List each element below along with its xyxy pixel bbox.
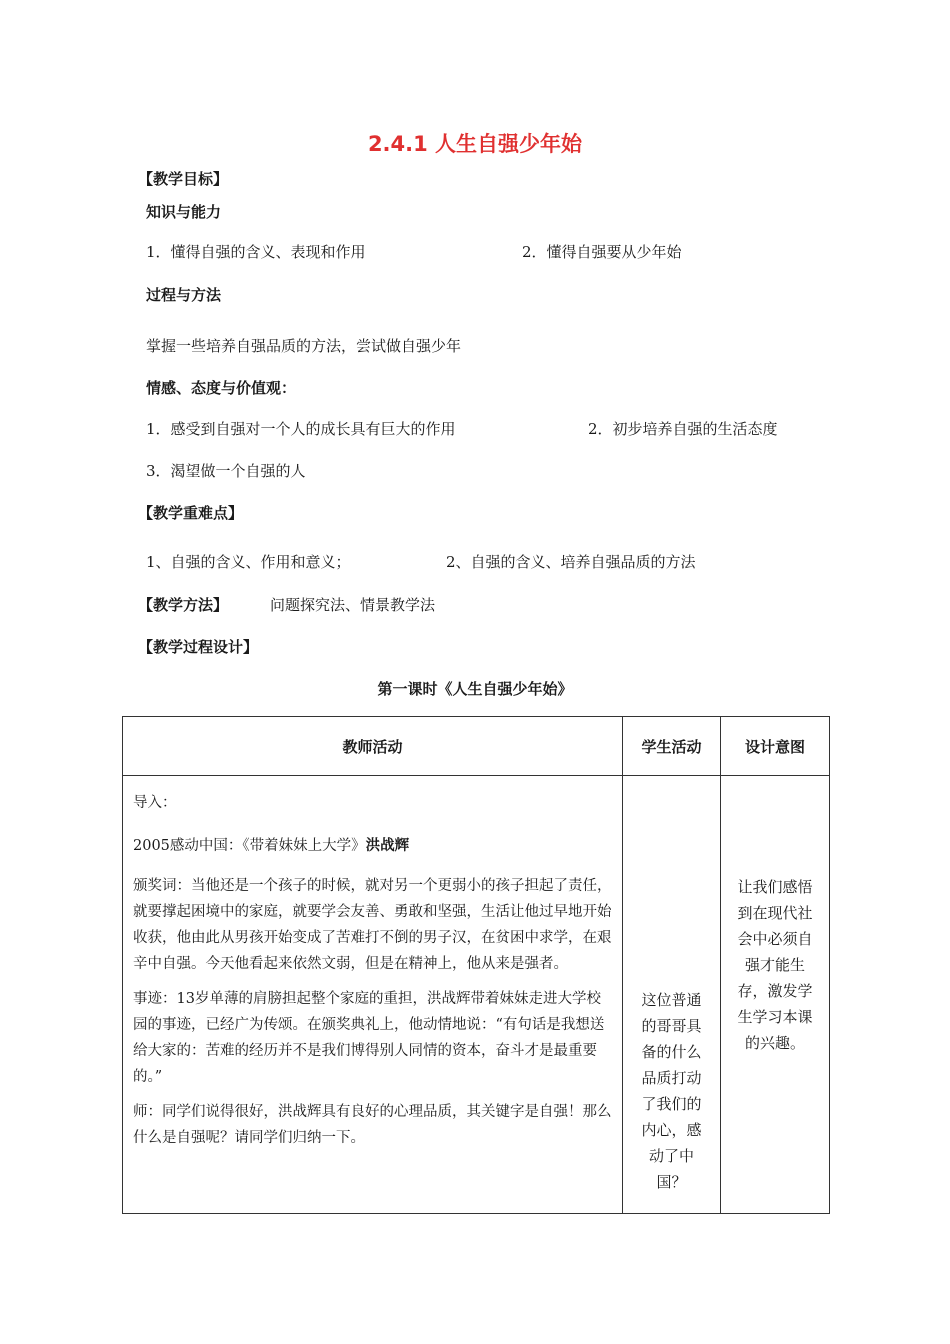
key-points-heading: 【教学重难点】 [138,504,244,522]
intent-line: 生学习本课 [737,1008,813,1026]
student-activity-cell [623,776,721,1214]
process-text: 掌握一些培养自强品质的方法，尝试做自强少年 [146,337,462,355]
student-line: 了我们的 [641,1095,702,1113]
table-row [123,776,830,1214]
source-name: 洪战辉 [365,838,410,854]
header-student-activity: 学生活动 [623,717,721,776]
intro-text: 导入： [133,795,177,811]
student-line: 国？ [656,1173,687,1191]
key-point-1: 1、自强的含义、作用和意义； [146,553,351,571]
emotion-item-3: 3．渴望做一个自强的人 [146,462,306,480]
intent-line: 的兴趣。 [744,1034,805,1052]
design-intent-cell [721,776,830,1214]
intent-line: 存，激发学 [737,982,813,1000]
award-text: 颁奖词：当他还是一个孩子的时候，就对另一个更弱小的孩子担起了责任，就要撑起困境中的家庭，就要学会友善、勇敢和坚强，生活让他过早地开始收获，他由此从男孩开始变成了苦难打不倒的男子汉，在贫困中求学，在艰辛中自强。今天他看起来依然文弱，但是在精神上，他从来是强者。 [133,878,612,972]
header-teacher-activity: 教师活动 [123,717,623,776]
student-line: 内心，感 [641,1121,702,1139]
lesson-title: 第一课时《人生自强少年始》 [377,680,573,698]
student-line: 备的什么 [641,1043,702,1061]
student-line: 这位普通 [641,991,702,1009]
intent-line: 强才能生 [744,956,805,974]
page-title: 2.4.1 人生自强少年始 [367,132,583,156]
knowledge-item-1: 1．懂得自强的含义、表现和作用 [146,243,366,261]
intent-line: 让我们感悟 [737,878,813,896]
intent-line: 到在现代社 [737,904,813,922]
table-header-row [123,717,830,776]
teacher-activity-cell [123,776,623,1214]
objectives-heading: 【教学目标】 [138,170,229,188]
header-design-intent: 设计意图 [721,717,830,776]
knowledge-item-2: 2．懂得自强要从少年始 [522,243,682,261]
student-line: 的哥哥具 [641,1017,702,1035]
process-heading: 过程与方法 [146,286,222,304]
methods-text: 问题探究法、情景教学法 [270,596,436,614]
intent-line: 会中必须自 [737,930,813,948]
emotion-item-2: 2．初步培养自强的生活态度 [588,420,778,438]
emotion-item-1: 1．感受到自强对一个人的成长具有巨大的作用 [146,420,456,438]
emotion-heading: 情感、态度与价值观： [146,379,297,397]
story-text: 事迹：13岁单薄的肩膀担起整个家庭的重担，洪战辉带着妹妹走进大学校园的事迹，已经广为传颂。在颁奖典礼上，他动情地说：“有句话是我想送给大家的：苦难的经历并不是我们博得别人同情的资本，奋斗才是最重要的。” [133,991,605,1085]
methods-heading: 【教学方法】 [138,596,229,614]
key-point-2: 2、自强的含义、培养自强品质的方法 [446,553,696,571]
source-prefix: 2005感动中国：《带着妹妹上大学》 [133,838,366,854]
student-line: 动了中 [648,1147,694,1165]
knowledge-heading: 知识与能力 [146,203,222,221]
source-text [133,833,612,859]
process-design-heading: 【教学过程设计】 [138,638,259,656]
student-line: 品质打动 [641,1069,702,1087]
lesson-table [122,716,830,1214]
teacher-say-text: 师：同学们说得很好，洪战辉具有良好的心理品质，其关键字是自强！那么什么是自强呢？请同学们归纳一下。 [133,1104,612,1146]
